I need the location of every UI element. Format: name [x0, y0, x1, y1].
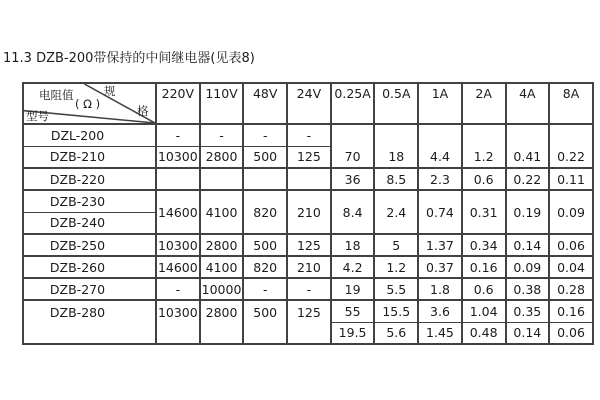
table-row — [23, 278, 593, 300]
corner-header-cell — [23, 83, 156, 124]
value-cell: 4100 — [200, 256, 244, 278]
table-row — [23, 234, 593, 256]
value-cell: 0.31 — [462, 190, 506, 234]
value-cell: 2.3 — [418, 168, 462, 190]
value-cell: 125 — [287, 234, 331, 256]
value-cell: 0.04 — [549, 256, 593, 278]
table-row — [23, 256, 593, 278]
model-cell: DZB-280 — [23, 300, 156, 344]
value-cell: 10300 — [156, 300, 200, 344]
value-cell: 2.4 — [374, 190, 418, 234]
value-cell: 2800 — [200, 300, 244, 344]
value-cell — [156, 168, 200, 190]
col-header-0-5a: 0.5A — [374, 83, 418, 124]
value-cell: 210 — [287, 190, 331, 234]
value-cell: 14600 — [156, 256, 200, 278]
value-cell: 125 — [287, 300, 331, 344]
model-cell: DZB-210 — [23, 146, 156, 168]
value-cell: 0.6 — [462, 168, 506, 190]
col-header-2a: 2A — [462, 83, 506, 124]
header-row — [23, 83, 593, 124]
col-header-0-25a: 0.25A — [331, 83, 375, 124]
section-title: 11.3 DZB-200带保持的中间继电器(见表8) — [3, 51, 255, 66]
value-cell: 0.28 — [549, 278, 593, 300]
value-cell: 0.11 — [549, 168, 593, 190]
spec-table — [22, 82, 594, 345]
value-cell: 0.06 — [549, 234, 593, 256]
value-cell: 2800 — [200, 146, 244, 168]
value-cell: 36 — [331, 168, 375, 190]
model-cell: DZL-200 — [23, 124, 156, 146]
value-cell: 19.5 — [331, 322, 375, 344]
model-cell: DZB-240 — [23, 212, 156, 234]
value-cell: - — [243, 124, 287, 146]
col-header-24v: 24V — [287, 83, 331, 124]
value-cell: 125 — [287, 146, 331, 168]
corner-resistance-label: 电阻值 — [39, 88, 74, 102]
model-cell: DZB-230 — [23, 190, 156, 212]
corner-ohm-label: ( Ω ) — [75, 97, 101, 111]
value-cell: 4100 — [200, 190, 244, 234]
col-header-48v: 48V — [243, 83, 287, 124]
value-cell: 70 — [331, 124, 375, 168]
value-cell: - — [200, 124, 244, 146]
value-cell: 2800 — [200, 234, 244, 256]
value-cell: 18 — [374, 124, 418, 168]
value-cell: 500 — [243, 146, 287, 168]
corner-model-label: 型号 — [26, 109, 49, 123]
value-cell: - — [287, 278, 331, 300]
value-cell: 1.2 — [462, 124, 506, 168]
value-cell: 1.04 — [462, 300, 506, 322]
col-header-8a: 8A — [549, 83, 593, 124]
value-cell: 18 — [331, 234, 375, 256]
value-cell: 0.34 — [462, 234, 506, 256]
value-cell: 820 — [243, 256, 287, 278]
value-cell: 1.8 — [418, 278, 462, 300]
value-cell: 0.38 — [506, 278, 550, 300]
value-cell: 10300 — [156, 146, 200, 168]
value-cell: 0.74 — [418, 190, 462, 234]
model-cell: DZB-250 — [23, 234, 156, 256]
value-cell: - — [156, 124, 200, 146]
value-cell: 5 — [374, 234, 418, 256]
value-cell: 0.06 — [549, 322, 593, 344]
table-row — [23, 190, 593, 212]
value-cell: 0.14 — [506, 234, 550, 256]
value-cell: 15.5 — [374, 300, 418, 322]
col-header-110v: 110V — [200, 83, 244, 124]
value-cell: 0.35 — [506, 300, 550, 322]
value-cell: - — [243, 278, 287, 300]
value-cell: 0.16 — [549, 300, 593, 322]
value-cell: - — [287, 124, 331, 146]
model-cell: DZB-270 — [23, 278, 156, 300]
col-header-1a: 1A — [418, 83, 462, 124]
model-cell: DZB-260 — [23, 256, 156, 278]
value-cell: 1.37 — [418, 234, 462, 256]
value-cell — [200, 168, 244, 190]
value-cell: 0.22 — [549, 124, 593, 168]
value-cell: 0.37 — [418, 256, 462, 278]
value-cell: 0.09 — [506, 256, 550, 278]
value-cell: 4.4 — [418, 124, 462, 168]
value-cell: 0.41 — [506, 124, 550, 168]
table-row — [23, 168, 593, 190]
value-cell: 500 — [243, 300, 287, 344]
value-cell: 1.45 — [418, 322, 462, 344]
table-row — [23, 124, 593, 146]
value-cell: 10000 — [200, 278, 244, 300]
value-cell: 10300 — [156, 234, 200, 256]
table-row — [23, 300, 593, 322]
value-cell: 210 — [287, 256, 331, 278]
value-cell: 0.22 — [506, 168, 550, 190]
value-cell: 5.5 — [374, 278, 418, 300]
corner-spec-top-label: 规 — [104, 84, 116, 98]
value-cell: 14600 — [156, 190, 200, 234]
value-cell: 8.4 — [331, 190, 375, 234]
value-cell: 3.6 — [418, 300, 462, 322]
col-header-4a: 4A — [506, 83, 550, 124]
value-cell: 4.2 — [331, 256, 375, 278]
corner-spec-bottom-label: 格 — [137, 104, 149, 118]
value-cell: 0.14 — [506, 322, 550, 344]
model-cell: DZB-220 — [23, 168, 156, 190]
value-cell: 0.09 — [549, 190, 593, 234]
value-cell: 55 — [331, 300, 375, 322]
value-cell: 0.19 — [506, 190, 550, 234]
value-cell: 0.48 — [462, 322, 506, 344]
value-cell: 1.2 — [374, 256, 418, 278]
value-cell: 8.5 — [374, 168, 418, 190]
value-cell: 820 — [243, 190, 287, 234]
value-cell: - — [156, 278, 200, 300]
value-cell: 5.6 — [374, 322, 418, 344]
value-cell — [287, 168, 331, 190]
value-cell: 0.6 — [462, 278, 506, 300]
col-header-220v: 220V — [156, 83, 200, 124]
value-cell — [243, 168, 287, 190]
value-cell: 500 — [243, 234, 287, 256]
value-cell: 0.16 — [462, 256, 506, 278]
value-cell: 19 — [331, 278, 375, 300]
